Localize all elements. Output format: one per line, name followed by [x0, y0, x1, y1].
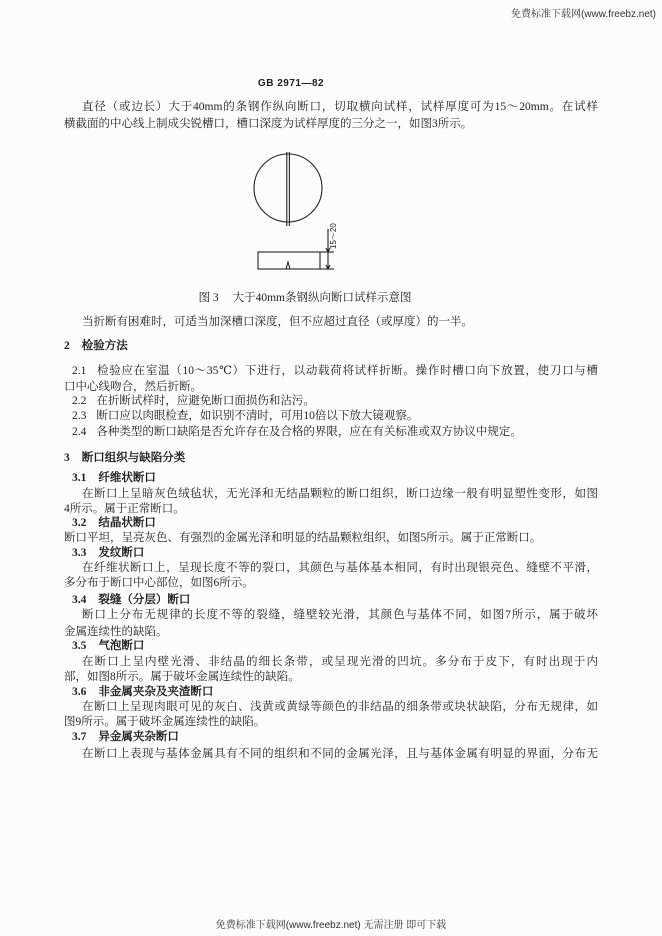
- clause-number: 2.3: [72, 410, 87, 422]
- clause-3-4-line-1: 断口上分布无规律的长度不等的裂缝，缝壁较光滑，其颜色与基体不同，如图7所示，属于破坏: [82, 609, 598, 621]
- section-2-heading: [64, 339, 128, 354]
- clause-3-3-heading: [72, 546, 144, 561]
- section-3-heading: [64, 451, 185, 466]
- section-3-title: 断口组织与缺陷分类: [81, 452, 186, 464]
- figure-caption: [0, 291, 610, 306]
- clause-title: 结晶状断口: [98, 517, 156, 529]
- note-paragraph: 当折断有困难时，可适当加深槽口深度，但不应超过直径（或厚度）的一半。: [82, 316, 473, 328]
- clause-3-6-line-1: 在断口上呈现肉眼可见的灰白、浅黄或黄绿等颜色的非结晶的细条带或块状缺陷，分布无规律，如: [82, 701, 598, 713]
- clause-number: 3.6: [72, 686, 87, 698]
- clause-3-1-line-2: 4所示。属于正常断口。: [64, 503, 185, 515]
- clause-3-2-heading: [72, 516, 156, 531]
- clause-title: 气泡断口: [98, 640, 145, 652]
- section-2-title: 检验方法: [81, 340, 128, 352]
- specimen-notch: [286, 262, 290, 269]
- clause-number: 3.4: [72, 594, 87, 606]
- clause-text: 在折断试样时，应避免断口面损伤和沾污。: [96, 395, 315, 407]
- clause-3-6-line-2: 图9所示。属于破坏金属连续性的缺陷。: [64, 716, 266, 728]
- clause-number: 2.1: [72, 365, 87, 377]
- clause-number: 3.5: [72, 640, 87, 652]
- clause-3-5-heading: [72, 639, 144, 654]
- clause-title: 纤维状断口: [98, 472, 156, 484]
- intro-line-1: 直径（或边长）大于40mm的条钢作纵向断口，切取横向试样，试样厚度可为15～20mm。在试样: [82, 101, 598, 113]
- section-3-number: 3: [64, 452, 70, 464]
- clause-2-3: [72, 409, 418, 424]
- clause-2-1-line-2: 口中心线吻合，然后折断。: [64, 381, 202, 393]
- clause-text: 各种类型的断口缺陷是否允许存在及合格的界限，应在有关标准或双方协议中规定。: [96, 426, 522, 438]
- intro-line-2: 横截面的中心线上制成尖锐槽口，槽口深度为试样厚度的三分之一，如图3所示。: [64, 118, 473, 130]
- clause-3-6-heading: [72, 685, 213, 700]
- site-watermark-top: 免费标准下载网(www.freebz.net): [510, 9, 656, 20]
- clause-3-7-heading: [72, 730, 179, 745]
- clause-3-5-line-1: 在断口上呈内壁光滑、非结晶的细长条带，或呈现光滑的凹坑。多分布于皮下，有时出现于内: [82, 656, 598, 668]
- clause-3-4-heading: [72, 593, 190, 608]
- clause-number: 3.3: [72, 547, 87, 559]
- figure-caption-text: 大于40mm条钢纵向断口试样示意图: [232, 292, 412, 304]
- clause-3-7-line-1: 在断口上表现与基体金属具有不同的组织和不同的金属光泽，且与基体金属有明显的界面，分布无: [82, 748, 598, 760]
- clause-3-5-line-2: 部，如图8所示。属于破坏金属连续性的缺陷。: [64, 671, 300, 683]
- clause-3-1-line-1: 在断口上呈暗灰色绒毡状，无光泽和无结晶颗粒的断口组织，断口边缘一般有明显塑性变形，如图: [82, 488, 598, 500]
- clause-title: 发纹断口: [98, 547, 145, 559]
- clause-3-3-line-2: 多分布于断口中心部位，如图6所示。: [64, 577, 254, 589]
- clause-number: 3.7: [72, 731, 87, 743]
- figure-caption-label: 图 3: [198, 292, 219, 304]
- clause-2-4: [72, 425, 522, 440]
- clause-number: 3.1: [72, 472, 87, 484]
- clause-title: 裂缝（分层）断口: [98, 594, 191, 606]
- section-2-number: 2: [64, 340, 70, 352]
- clause-text: 断口应以肉眼检查，如识别不清时，可用10倍以下放大镜观察。: [96, 410, 419, 422]
- figure-3-diagram: [240, 145, 350, 280]
- clause-title: 异金属夹杂断口: [98, 731, 179, 743]
- clause-number: 2.2: [72, 395, 87, 407]
- site-watermark-footer: 免费标准下载网(www.freebz.net) 无需注册 即可下载: [215, 920, 447, 931]
- clause-3-2-line-1: 断口平坦，呈亮灰色、有强烈的金属光泽和明显的结晶颗粒组织，如图5所示。属于正常断口。: [64, 532, 542, 544]
- clause-3-4-line-2: 金属连续性的缺陷。: [64, 626, 168, 638]
- clause-2-1-line-1: [72, 364, 598, 379]
- dimension-label: 15～20: [329, 223, 338, 249]
- clause-number: 3.2: [72, 517, 87, 529]
- clause-text: 检验应在室温（10～35℃）下进行，以动载荷将试样折断。操作时槽口向下放置，使刀口与槽: [96, 365, 598, 377]
- clause-2-2: [72, 394, 315, 409]
- clause-number: 2.4: [72, 426, 87, 438]
- standard-number-header: GB 2971—82: [257, 78, 325, 89]
- clause-title: 非金属夹杂及夹渣断口: [98, 686, 214, 698]
- clause-3-3-line-1: 在纤维状断口上，呈现长度不等的裂口，其颜色与基体基本相同，有时出现银亮色、缝壁不平滑，: [82, 562, 598, 574]
- clause-3-1-heading: [72, 471, 156, 486]
- bar-cross-section-circle: [254, 154, 322, 222]
